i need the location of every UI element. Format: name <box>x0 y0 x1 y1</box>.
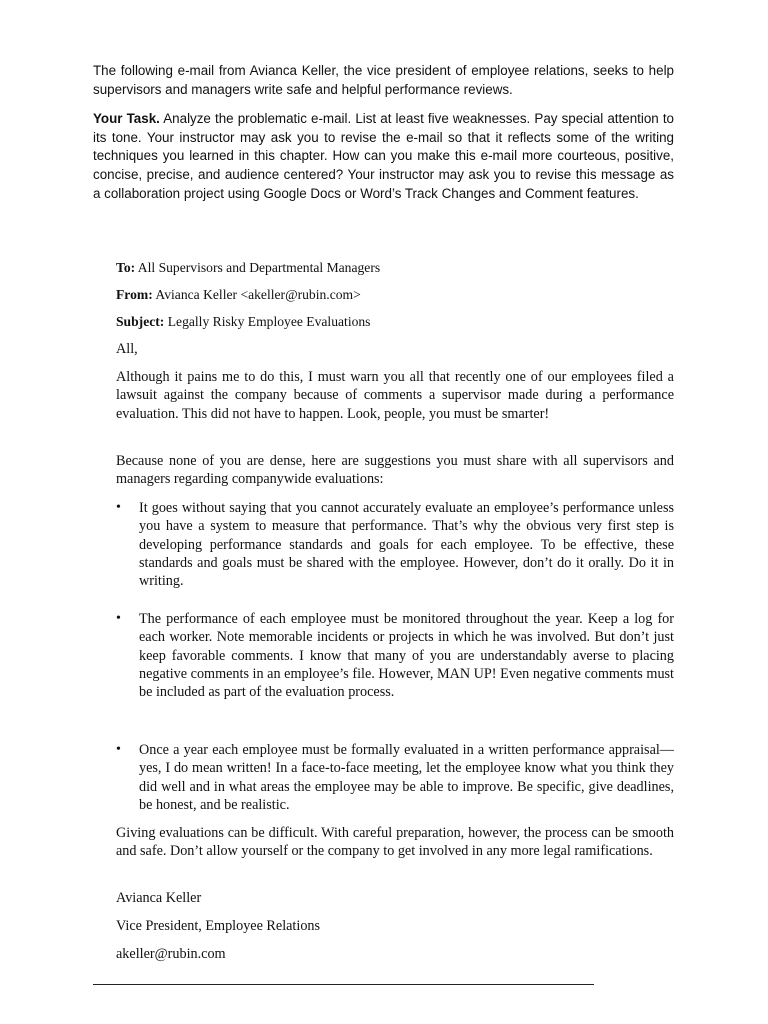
email-paragraph-1: Although it pains me to do this, I must warn you all that recently one of our employees filed a lawsuit against the company because of comments a supervisor made during a performance evaluation. This did not have to happen. Look, people, you must be smarter! <box>116 369 674 422</box>
email-subject-line <box>116 313 370 331</box>
email-paragraph-2: Because none of you are dense, here are suggestions you must share with all supervisors and managers regarding companywide evaluations: <box>116 453 674 488</box>
intro-paragraph: The following e-mail from Avianca Keller, the vice president of employee relations, seeks to help supervisors and managers write safe and helpful performance reviews. <box>93 63 674 97</box>
email-to-line <box>116 259 380 277</box>
task-paragraph <box>93 110 674 204</box>
from-label: From: <box>116 287 153 302</box>
to-label: To: <box>116 260 136 275</box>
list-item <box>116 499 674 590</box>
task-text: Analyze the problematic e-mail. List at least five weaknesses. Pay special attention to its tone. Your instructor may ask you to revise the e-mail so that it reflects some of the writing techniques you learned in this chapter. How can you make this e-mail more courteous, positive, concise, precise, and audience centered? Your instructor may ask you to revise this message as a collaboration project using Google Docs or Word’s Track Changes and Comment features. <box>93 111 675 201</box>
email-paragraph-3: Giving evaluations can be difficult. With careful preparation, however, the process can be smooth and safe. Don’t allow yourself or the company to get involved in any more legal ramifications. <box>116 825 674 860</box>
bullet-marker: • <box>116 742 121 757</box>
bullet-text: Once a year each employee must be formally evaluated in a written performance appraisal—yes, I do mean written! In a face-to-face meeting, let the employee know what you think they did well and in what areas the employee may be able to improve. Be specific, give deadlines, be honest, and be realistic. <box>139 742 674 813</box>
signature-title: Vice President, Employee Relations <box>116 918 321 934</box>
bullet-marker: • <box>116 500 121 515</box>
signature-email: akeller@rubin.com <box>116 946 226 962</box>
email-greeting: All, <box>116 341 138 357</box>
task-label: Your Task. <box>93 111 160 126</box>
bullet-text: It goes without saying that you cannot accurately evaluate an employee’s performance unless you have a system to measure that performance. That’s why the obvious very first step is developing performance standards and goals for each employee. To be effective, these standards and goals must be shared with the employee. However, don’t do it orally. Do it in writing. <box>139 500 674 590</box>
email-from-line <box>116 286 361 304</box>
list-item <box>116 610 674 701</box>
bullet-marker: • <box>116 611 121 626</box>
horizontal-rule <box>93 984 594 985</box>
list-item <box>116 741 674 814</box>
signature-name: Avianca Keller <box>116 890 202 906</box>
bullet-text: The performance of each employee must be monitored throughout the year. Keep a log for each worker. Note memorable incidents or projects in which he was involved. But don’t just keep favorable comments. I know that many of you are understandably averse to placing negative comments in an employee’s file. However, MAN UP! Even negative comments must be included as part of the evaluation process. <box>139 611 674 701</box>
to-value: All Supervisors and Departmental Managers <box>135 260 381 275</box>
from-value: Avianca Keller <akeller@rubin.com> <box>152 287 361 302</box>
subject-value: Legally Risky Employee Evaluations <box>164 314 371 329</box>
subject-label: Subject: <box>116 314 165 329</box>
